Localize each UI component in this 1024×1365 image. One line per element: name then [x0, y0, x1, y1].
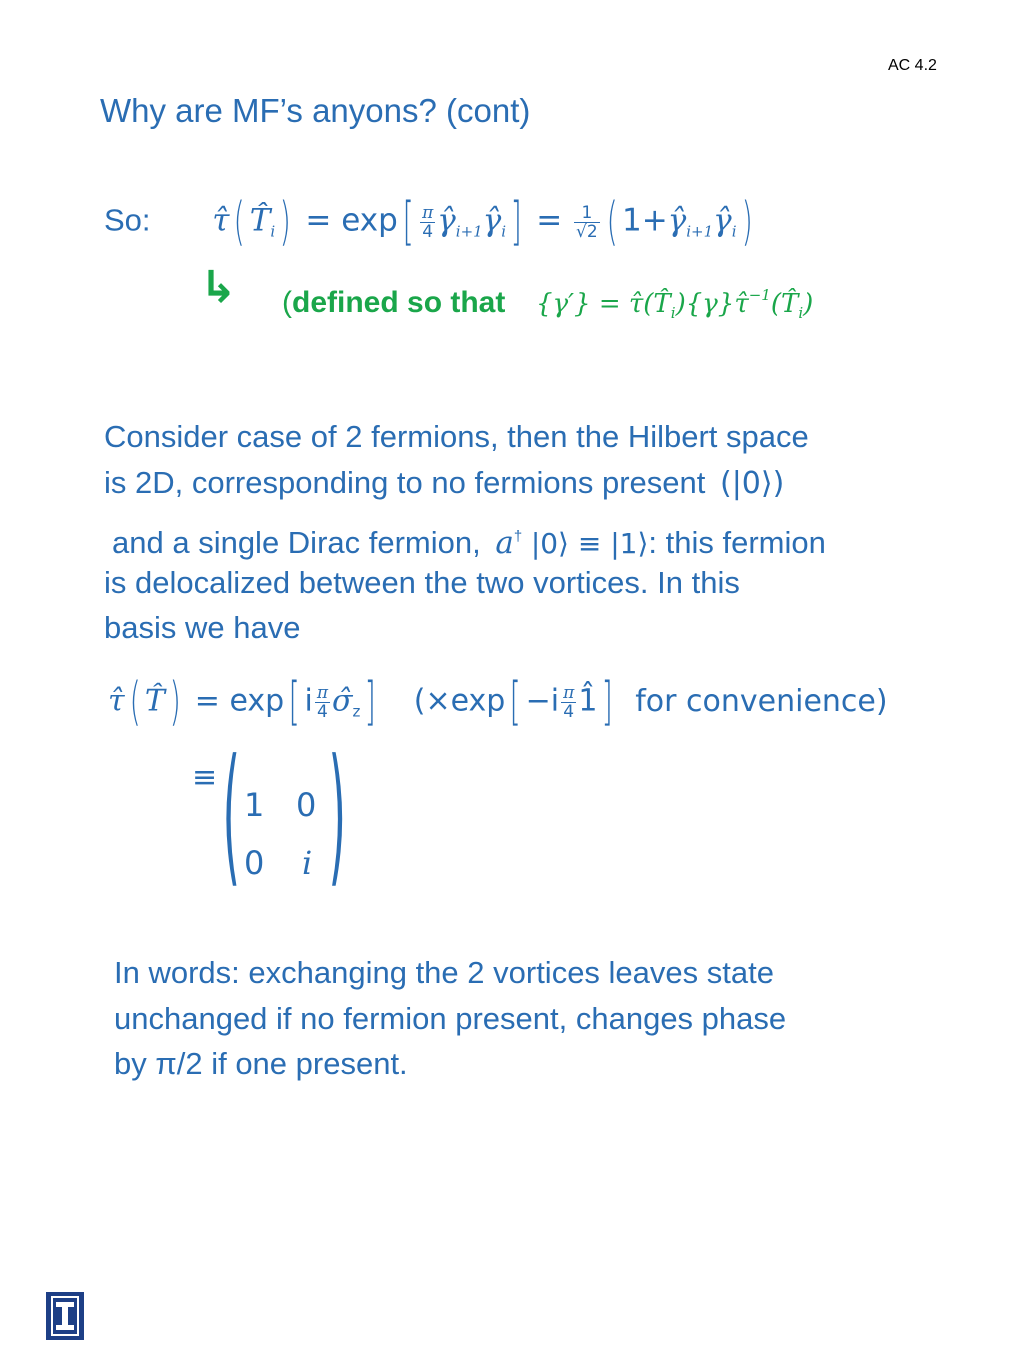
- paragraph-line-1: Consider case of 2 fermions, then the Hilbert space: [104, 419, 809, 454]
- equation-tau-definition: So: τ̂( $T̂_i) = \exp$[ $\frac{\pi}{4}$ $\gammâ_{i+1}\gammâ_i$] = $\frac{1}{√2}$ ( $1+\gammâ_{i+1}\gammâ_i$): [104, 192, 753, 252]
- pi-over-4: $\frac{\pi}{4}$: [422, 202, 434, 242]
- note-text: defined so that: [292, 286, 506, 319]
- paragraph-line-2: is 2D, corresponding to no fermions present (|0⟩): [104, 465, 785, 501]
- minus-i: −i: [525, 683, 560, 719]
- exp-label: exp: [229, 683, 285, 719]
- matrix-left-bracket: (: [222, 728, 241, 902]
- open-paren: (: [282, 286, 292, 319]
- one-over-root2: $\frac{1}{√2}$: [576, 202, 598, 242]
- pi-over-4: $\frac{\pi}{4}$: [563, 682, 575, 722]
- gamma-hat: γ̂: [482, 202, 502, 239]
- equals-sign: =: [305, 202, 332, 239]
- slide-title: Why are MF’s anyons? (cont): [100, 92, 531, 129]
- equation-tau-matrix: τ̂( T̂) = exp[ i $\frac{\pi}{4}$ $\sigmâ_z$] (×exp[ −i $\frac{\pi}{4}$ 1̂] for convenience): [108, 672, 888, 732]
- university-logo-icon: [46, 1292, 84, 1340]
- conclusion-line-1: In words: exchanging the 2 vortices leaves state: [114, 955, 774, 990]
- t-hat: T̂: [144, 683, 165, 719]
- dagger: †: [513, 528, 523, 545]
- identity-hat: 1̂: [578, 683, 598, 719]
- subscript-i: i: [731, 222, 737, 241]
- subscript-i-plus-1: i+1: [686, 222, 714, 241]
- pi-over-4: $\frac{\pi}{4}$: [316, 682, 329, 722]
- exp-label: exp: [450, 683, 506, 719]
- times-paren: (×: [413, 683, 451, 719]
- equals-sign: =: [536, 202, 563, 239]
- sigma-hat: σ̂: [332, 683, 353, 719]
- gamma-hat: γ̂: [437, 202, 456, 239]
- paragraph-line-3: and a single Dirac fermion, a† |0⟩ ≡ |1⟩: this fermion: [112, 525, 826, 561]
- note-formula: $\{\gamma'\} = \taû(T̂_i)\{\gamma\}\taû^{-1}(T̂_i)$: [536, 286, 814, 322]
- equals-sign: =: [194, 683, 220, 719]
- ket-zero: (|0⟩): [720, 466, 785, 501]
- gamma-hat: γ̂: [713, 202, 732, 239]
- exp-label: exp: [341, 202, 398, 239]
- ket-expression: |0⟩ ≡ |1⟩: [530, 527, 649, 560]
- subscript-i-plus-1: i+1: [455, 222, 483, 241]
- creation-operator: a: [495, 525, 514, 561]
- so-label: So:: [104, 202, 151, 238]
- arrow-icon: ↳: [200, 263, 237, 312]
- t-hat: T̂: [249, 202, 271, 239]
- slide-number: AC 4.2: [888, 57, 937, 74]
- tau-hat: τ̂: [212, 202, 230, 239]
- imaginary-i: i: [304, 683, 313, 719]
- conclusion-line-3: by π/2 if one present.: [114, 1046, 408, 1081]
- matrix-cell-11: 1: [244, 786, 265, 824]
- one: 1: [622, 202, 642, 239]
- for-convenience: for convenience): [635, 683, 888, 719]
- sigma-subscript: z: [352, 702, 361, 721]
- paragraph-line-4: is delocalized between the two vortices. In this: [104, 565, 740, 600]
- t-subscript: i: [270, 222, 276, 241]
- subscript-i: i: [501, 222, 507, 241]
- paragraph-line-5: basis we have: [104, 610, 301, 645]
- equiv-sign: ≡: [192, 760, 218, 795]
- matrix-cell-21: 0: [244, 844, 265, 882]
- tau-hat: τ̂: [108, 683, 125, 719]
- definition-note: [282, 286, 813, 322]
- gamma-hat: γ̂: [667, 202, 687, 239]
- matrix-cell-12: 0: [296, 786, 317, 824]
- matrix-right-bracket: ): [328, 728, 347, 902]
- conclusion-line-2: unchanged if no fermion present, changes phase: [114, 1001, 787, 1036]
- matrix-cell-22: i: [302, 844, 313, 882]
- plus-sign: +: [641, 202, 668, 239]
